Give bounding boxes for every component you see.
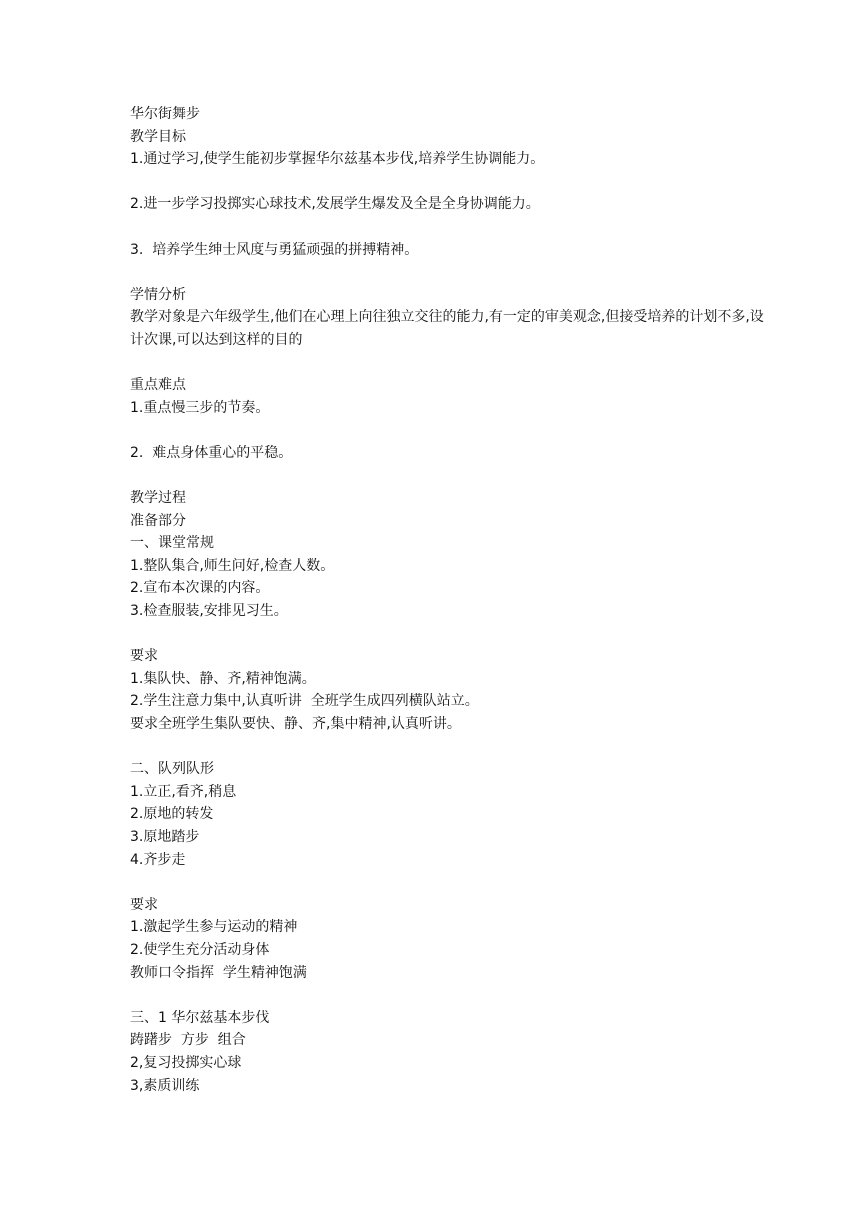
- goals-heading: 教学目标: [130, 128, 186, 145]
- document-body: [130, 103, 770, 1097]
- spacer: [130, 352, 770, 375]
- section1-item: 2.宣布本次课的内容。: [130, 580, 270, 597]
- spacer: [130, 419, 770, 442]
- section2-item: 1.立正,看齐,稍息: [130, 783, 237, 800]
- section1-item: 1.整队集合,师生问好,检查人数。: [130, 557, 335, 574]
- key-points-heading: 重点难点: [130, 377, 186, 394]
- spacer: [130, 465, 770, 488]
- section1-req-item: 1.集队快、静、齐,精神饱满。: [130, 670, 316, 687]
- section2-req-item: 教师口令指挥 学生精神饱满: [130, 964, 307, 981]
- spacer: [130, 984, 770, 1007]
- section2-item: 2.原地的转发: [130, 806, 214, 823]
- section3-item: 3,素质训练: [130, 1077, 200, 1094]
- analysis-heading: 学情分析: [130, 286, 186, 303]
- goal-item: 3. 培养学生绅士风度与勇猛顽强的拼搏精神。: [130, 241, 419, 258]
- spacer: [130, 736, 770, 759]
- section1-req-item: 2.学生注意力集中,认真听讲 全班学生成四列横队站立。: [130, 693, 479, 710]
- goal-item: 1.通过学习,使学生能初步掌握华尔兹基本步伐,培养学生协调能力。: [130, 151, 545, 168]
- section3-title: 三、1 华尔兹基本步伐: [130, 1009, 270, 1026]
- spacer: [130, 216, 770, 239]
- section2-req-item: 2.使学生充分活动身体: [130, 941, 270, 958]
- section1-req-heading: 要求: [130, 648, 158, 665]
- section2-item: 4.齐步走: [130, 851, 186, 868]
- section1-item: 3.检查服装,安排见习生。: [130, 603, 288, 620]
- section3-item: 踌躇步 方步 组合: [130, 1032, 246, 1049]
- spacer: [130, 171, 770, 194]
- spacer: [130, 623, 770, 646]
- key-point-item: 1.重点慢三步的节奏。: [130, 399, 270, 416]
- spacer: [130, 261, 770, 284]
- analysis-text: 教学对象是六年级学生,他们在心理上向往独立交往的能力,有一定的审美观念,但接受培养的计划不多,设计次课,可以达到这样的目的: [130, 309, 764, 348]
- document-title: 华尔街舞步: [130, 106, 200, 122]
- key-point-item: 2. 难点身体重心的平稳。: [130, 444, 293, 461]
- section3-item: 2,复习投掷实心球: [130, 1054, 242, 1071]
- prep-heading: 准备部分: [130, 512, 186, 529]
- spacer: [130, 871, 770, 894]
- section1-title: 一、课堂常规: [130, 535, 214, 552]
- section2-req-heading: 要求: [130, 896, 158, 913]
- goal-item: 2.进一步学习投掷实心球技术,发展学生爆发及全是全身协调能力。: [130, 196, 540, 213]
- section2-title: 二、队列队形: [130, 761, 214, 778]
- section2-item: 3.原地踏步: [130, 829, 200, 845]
- section1-req-item: 要求全班学生集队要快、静、齐,集中精神,认真听讲。: [130, 716, 461, 733]
- section2-req-item: 1.激起学生参与运动的精神: [130, 919, 298, 936]
- process-heading: 教学过程: [130, 490, 186, 507]
